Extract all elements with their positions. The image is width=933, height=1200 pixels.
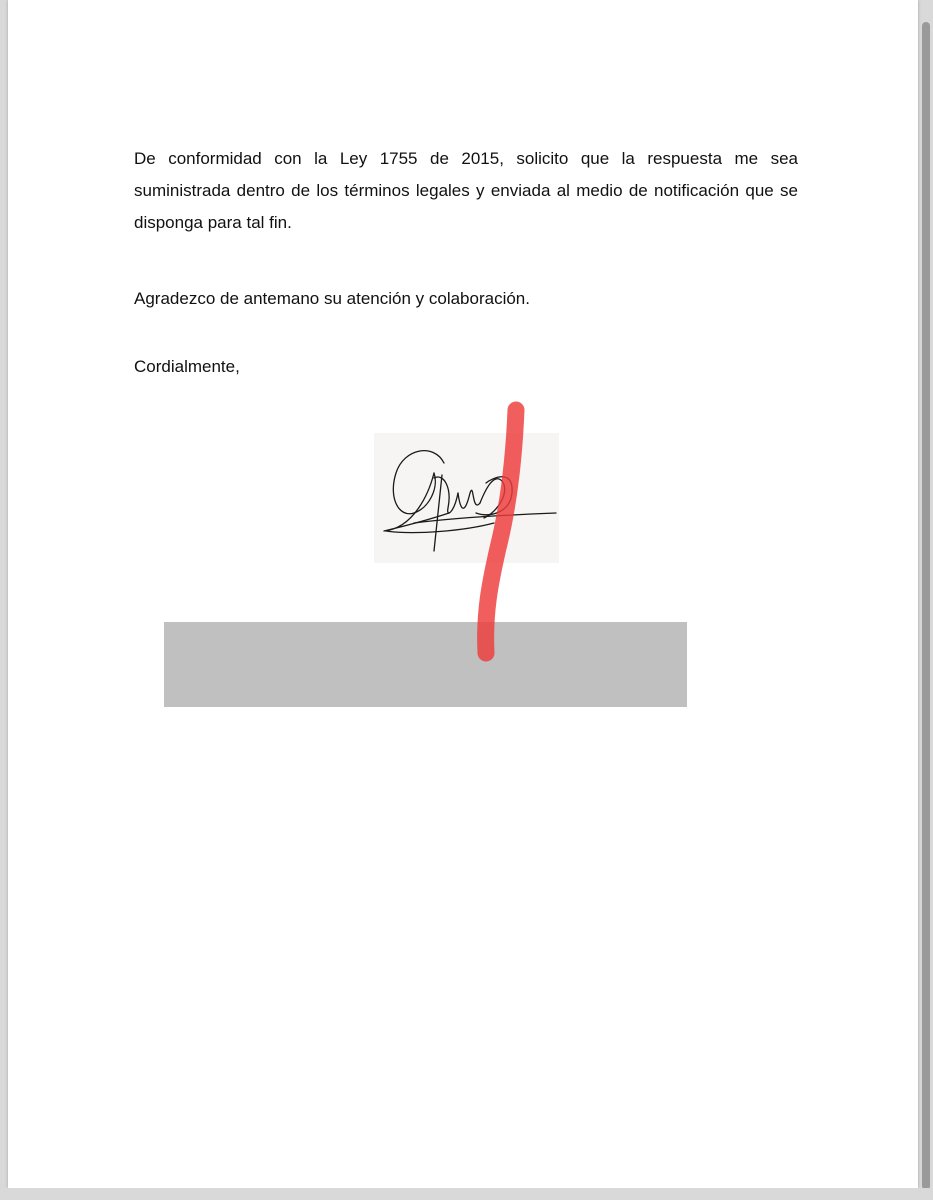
closing-salutation: Cordialmente, xyxy=(134,357,240,376)
document-page xyxy=(8,0,918,1188)
paragraph-thanks: Agradezco de antemano su atención y colaboración. xyxy=(134,289,530,308)
vertical-scrollbar[interactable] xyxy=(922,22,930,1190)
signature-icon xyxy=(374,433,559,563)
redacted-name-block xyxy=(164,622,687,707)
viewer-bottom-edge xyxy=(0,1188,933,1200)
handwritten-signature xyxy=(374,433,559,563)
paragraph-request: De conformidad con la Ley 1755 de 2015, solicito que la respuesta me sea suministrada dentro de los términos legales y enviada al medio de notificación que se disponga para tal fin. xyxy=(134,149,798,232)
